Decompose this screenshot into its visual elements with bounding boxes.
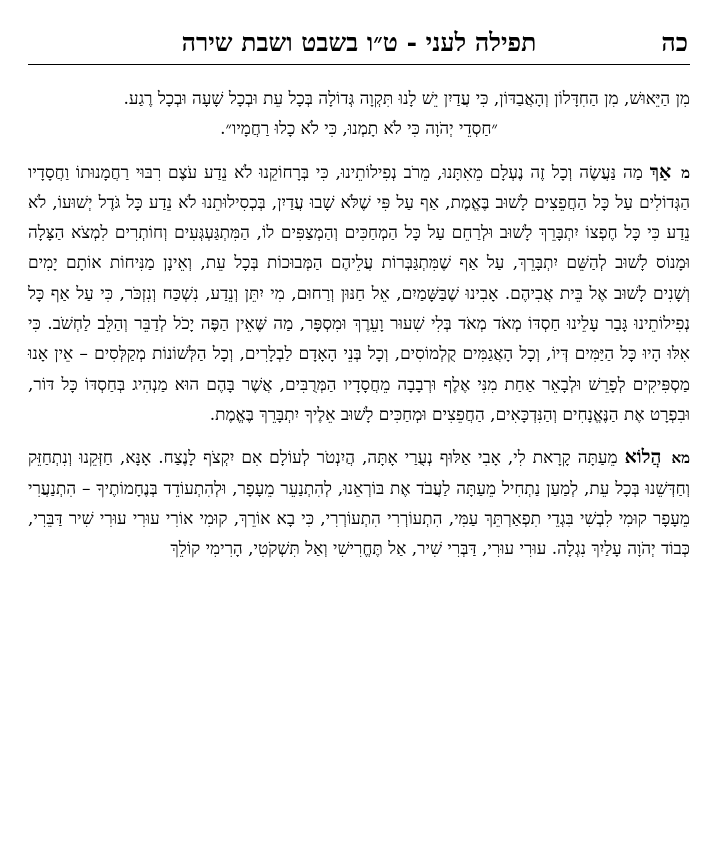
opening-word: אַךְ: [649, 160, 672, 183]
opening-word: הֲלוֹא: [624, 446, 662, 469]
paragraph-text: מֵעַתָּה קָרָאת לִי, אָבִי אַלּוּף נְעֻרַי אָתָּה, הֲיִנְטֹר לְעוֹלָם אִם יִקְצֹף לָנֶצַח. אָנָּא, חַזְּקֵנוּ וְנִתְחַזֵּק וְחַדְּשֵׁנוּ בְּכָל עֵת, לְמַעַן נַתְחִיל מֵעַתָּה לַעֲבֹד אֶת בּוֹרְאֵנוּ, לְהִתְנַעֵר מֵעָפָר, וּלְהִתְעוֹדֵד בְּנֶחָמוֹתֶיךָ – הִתְנַעֲרִי מֵעָפָר קוּמִי לִבְשִׁי בִּגְדֵי תִפְאַרְתֵּךְ עַמִּי, הִתְעוֹרְרִי הִתְעוֹרְרִי, כִּי בָא אוֹרֵךְ, קוּמִי אוֹרִי עוּרִי עוּרִי שִׁיר דַּבֵּרִי, כְּבוֹד יְהֹוָה עָלַיִךְ נִגְלָה. עוּרִי עוּרִי, דַּבְּרִי שִׁיר, אַל תֶּחֱרִישִׁי וְאַל תִּשְׁקֹטִי, הָרִימִי קוֹלֵךְ: [28, 448, 690, 560]
paragraph-marker: מ: [681, 163, 691, 182]
quoted-verse: [28, 114, 690, 144]
page-header: [28, 24, 690, 65]
paragraph-text: מַה נַּעֲשֶׂה וְכָל זֶה נֶעְלָם מֵאִתָּנוּ, מֵרֹב נְפִילוֹתֵינוּ, כִּי בְּרָחוֹקֵנוּ לֹא נֵדַע עֹצֶם רִבּוּי רַחֲמָנוּתוֹ וַחֲסָדָיו הַגְּדוֹלִים עַל כָּל הַחֲפֵצִים לָשׁוּב בֶּאֱמֶת, אַף עַל פִּי שֶׁלֹּא שָׁבוּ עֲדַיִן, בְּכְסִילוּתֵנוּ לֹא נֵדַע כָּל גֹּדֶל יְשׁוּעוֹ, לֹא נֵדַע כִּי כָּל חֶפְצוֹ יִתְבָּרֵךְ לָשׁוּב וּלְרַחֵם עַל כָּל הַמְחַכִּים וְהַמְצַפִּים לוֹ, הַמִּתְגַּעְגְּעִים וְחוֹתְרִים לִמְצֹא הַצָּלָה וּמָנוֹס לָשׁוּב לְהַשֵּׁם יִתְבָּרֵךְ, עַל אַף שֶׁמִּתְגַּבְּרוֹת עֲלֵיהֶם הַמְּבוּכוֹת בְּכָל עֵת, וְאֵינָן מַנִּיחוֹת אוֹתָם יָמִים וְשָׁנִים לָשׁוּב אֶל בֵּית אֲבִיהֶם. אָבִינוּ שֶׁבַּשָּׁמַיִם, אֵל חַנּוּן וְרַחוּם, מִי יִתֵּן וְנֵדַע, נִשְׁכַּח וְנִזְכֹּר, כִּי עַל אַף כָּל נְפִילוֹתֵינוּ גָּבַר עָלֵינוּ חַסְדּוֹ מְאֹד מְאֹד בְּלִי שִׁעוּר וָעֵרֶךְ וּמִסְפָּר, מַה שֶּׁאֵין הַפֶּה יָכֹל לְדַבֵּר וְהַלֵּב לַחְשֹׁב. כִּי אִלּוּ הָיוּ כָּל הַיַּמִּים דְּיוֹ, וְכָל הָאֲגַמִּים קֻלְמוֹסִים, וְכָל בְּנֵי הָאָדָם לַבְלָרִים, וְכָל הַלְּשׁוֹנוֹת מְקַלְּסִים – אֵין אָנוּ מַסְפִּיקִים לְפָרֵשׁ וּלְבָאֵר אַחַת מִנִּי אֶלֶף וּרְבָבָה מֵחֲסָדָיו הַמְּרֻבִּים, אֲשֶׁר בָּהֶם הוּא מַנְהִיג בְּחַסְדּוֹ כָּל דּוֹר, וּבִפְרָט אֶת הַנֶּאֱנָחִים וְהַנִּדְכָּאִים, הַחֲפֵצִים וּמְחַכִּים לָשׁוּב אֵלֶיךָ יִתְבָּרֵךְ בֶּאֱמֶת.: [28, 162, 690, 425]
paragraph: [28, 157, 690, 431]
paragraph-marker: מא: [671, 449, 690, 468]
verse-text: ״חַסְדֵי יְהֹוָה כִּי לֹא תָמְנוּ, כִּי לֹא כָלוּ רַחֲמָיו״.: [220, 119, 498, 140]
body-text: [28, 84, 690, 564]
page-number: כה: [661, 28, 688, 57]
running-title: תפילה לעני - ט״ו בשבט ושבת שירה: [181, 28, 537, 57]
paragraph-text: מִן הַיֵּאוּשׁ, מִן הַחִדָּלוֹן וְהָאֲבַדּוֹן, כִּי עֲדַיִן יֵשׁ לָנוּ תִּקְוָה גְּדוֹלָה בְּכָל עֵת וּבְכָל שָׁעָה וּבְכָל רֶגַע.: [123, 89, 690, 109]
paragraph: [28, 442, 690, 564]
paragraph: [28, 84, 690, 114]
